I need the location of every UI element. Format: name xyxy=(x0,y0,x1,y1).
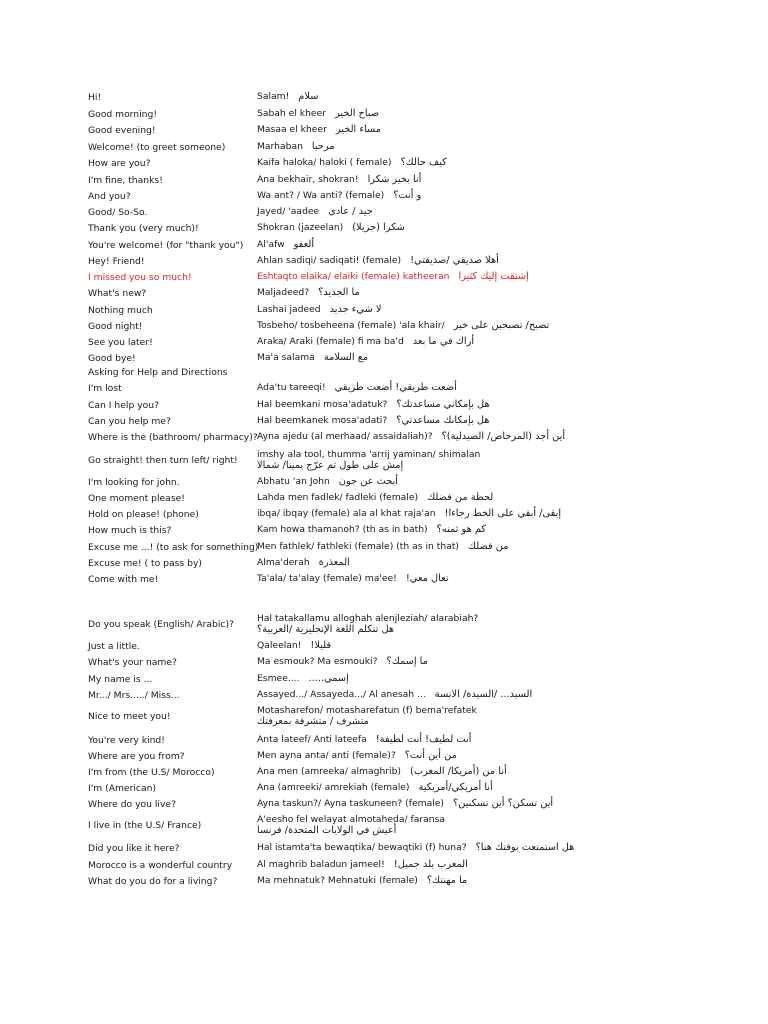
transliteration xyxy=(257,558,688,569)
phrase-row xyxy=(88,432,688,443)
transliteration-text: Assayed.../ Assayeda.../ Al anesah ... xyxy=(257,689,426,701)
arabic-text: إبقى/ أبقي على الخط رجاءا! xyxy=(444,508,562,520)
phrase-row xyxy=(88,574,688,585)
transliteration xyxy=(257,125,688,136)
transliteration-text: Al'afw xyxy=(257,239,285,251)
arabic-text: أعيش في الولايات المتحدة/ فرنسا xyxy=(257,825,397,836)
arabic-text: أهلا صديقي /صديقتي! xyxy=(410,255,499,267)
arabic-text: أين أجد (المرحاض/ الصيدلية)؟ xyxy=(441,431,566,443)
english-phrase: See you later! xyxy=(88,337,153,348)
english-phrase: You're very kind! xyxy=(88,735,165,746)
english-phrase: How much is this? xyxy=(88,525,172,536)
phrase-row xyxy=(88,674,688,685)
phrase-row xyxy=(88,525,688,536)
transliteration-text: Wa ant? / Wa anti? (female) xyxy=(257,190,385,202)
arabic-text: كم هو ثمنه؟ xyxy=(436,524,487,536)
transliteration-text: Lashai jadeed xyxy=(257,304,321,316)
arabic-text: أنت لطيف! أنت لطيفة! xyxy=(375,734,472,746)
transliteration xyxy=(257,223,688,234)
english-phrase: What's new? xyxy=(88,288,147,299)
english-phrase: Come with me! xyxy=(88,574,159,585)
arabic-text: السيد... /السيدة/ الانسة xyxy=(434,689,533,701)
arabic-text: هل بإمكانك مساعدتي؟ xyxy=(396,415,490,427)
phrase-row xyxy=(88,256,688,267)
arabic-text: مساء الخير xyxy=(335,124,381,136)
transliteration-text: Ana bekhair, shokran! xyxy=(257,174,359,186)
transliteration-text: Al maghrib baladun jameel! xyxy=(257,859,385,871)
arabic-text: إسمي..... xyxy=(308,673,349,685)
phrase-row-highlighted xyxy=(88,272,688,283)
arabic-text: هل استمتعت بوقتك هنا؟ xyxy=(475,842,575,854)
english-phrase: Did you like it here? xyxy=(88,843,180,854)
phrase-row xyxy=(88,690,688,701)
phrase-row xyxy=(88,337,688,348)
phrase-row xyxy=(88,799,688,810)
english-phrase: Good evening! xyxy=(88,125,156,136)
phrase-row xyxy=(88,558,688,569)
phrase-row xyxy=(88,383,688,394)
transliteration-text: Sabah el kheer xyxy=(257,108,327,120)
transliteration xyxy=(257,207,688,218)
transliteration-text: Hal istamta'ta bewaqtika/ bewaqtiki (f) huna? xyxy=(257,842,467,854)
english-phrase: Where are you from? xyxy=(88,751,185,762)
transliteration-text: Salam! xyxy=(257,91,290,103)
transliteration-text: Men fathlek/ fathleki (female) (th as in that) xyxy=(257,541,460,553)
arabic-text: شكرا (جزيلا) xyxy=(352,222,405,234)
transliteration xyxy=(257,256,688,267)
transliteration xyxy=(257,288,688,299)
phrase-row xyxy=(88,158,688,169)
transliteration-text: Ma'a salama xyxy=(257,352,315,364)
transliteration xyxy=(257,542,688,553)
phrase-row xyxy=(88,493,688,504)
phrase-row xyxy=(88,240,688,251)
transliteration-text: Maljadeed? xyxy=(257,287,310,299)
english-phrase: I'm (American) xyxy=(88,783,156,794)
phrase-row xyxy=(88,751,688,762)
transliteration-text: Hal beemkani mosa'adatuk? xyxy=(257,399,388,411)
arabic-text: ما إسمك؟ xyxy=(386,656,428,668)
transliteration xyxy=(257,783,688,794)
english-phrase: What do you do for a living? xyxy=(88,876,218,887)
english-phrase: Can I help you? xyxy=(88,400,159,411)
transliteration xyxy=(257,876,688,887)
transliteration xyxy=(257,751,688,762)
arabic-text: هل تتكلم اللغة الإنجليزية /العربية؟ xyxy=(257,624,395,635)
arabic-text: مع السلامة xyxy=(323,352,369,364)
english-phrase: One moment please! xyxy=(88,493,185,504)
phrase-row xyxy=(88,288,688,299)
arabic-text: صباح الخير xyxy=(335,108,380,120)
phrase-row xyxy=(88,509,688,520)
phrase-row xyxy=(88,814,688,836)
transliteration xyxy=(257,305,688,316)
phrase-row xyxy=(88,767,688,778)
transliteration xyxy=(257,400,688,411)
english-phrase: Hi! xyxy=(88,92,102,103)
english-phrase: What's your name? xyxy=(88,657,177,668)
transliteration-text: Qaleelan! xyxy=(257,640,302,652)
phrase-row xyxy=(88,125,688,136)
phrase-row xyxy=(88,876,688,887)
arabic-text: أنا أمريكي/أمريكية xyxy=(418,782,493,794)
transliteration-text: Ma esmouk? Ma esmouki? xyxy=(257,656,378,668)
transliteration xyxy=(257,142,688,153)
transliteration-text: Eshtaqto elaika/ elaiki (female) katheeran xyxy=(257,271,450,283)
transliteration-text: Lahda men fadlek/ fadleki (female) xyxy=(257,492,419,504)
phrase-row xyxy=(88,613,688,635)
phrase-row xyxy=(88,542,688,553)
transliteration-text: imshy ala tool, thumma 'arrij yaminan/ shimalan xyxy=(257,449,481,460)
transliteration xyxy=(257,353,688,364)
transliteration xyxy=(257,767,688,778)
transliteration-text: Ayna ajedu (al merhaad/ assaidaliah)? xyxy=(257,431,433,443)
transliteration-text: Shokran (jazeelan) xyxy=(257,222,344,234)
transliteration-text: Hal beemkanek mosa'adati? xyxy=(257,415,388,427)
english-phrase: I'm fine, thanks! xyxy=(88,175,163,186)
transliteration xyxy=(257,383,688,394)
english-phrase: Welcome! (to greet someone) xyxy=(88,142,226,153)
arabic-text: جيد / عادي xyxy=(328,206,373,218)
transliteration-text: A'eesho fel welayat almotaheda/ faransa xyxy=(257,814,446,825)
english-phrase: Go straight! then turn left/ right! xyxy=(88,454,238,466)
transliteration xyxy=(257,191,688,202)
transliteration-text: Masaa el kheer xyxy=(257,124,327,136)
english-phrase: I'm from (the U.S/ Morocco) xyxy=(88,767,215,778)
transliteration xyxy=(257,272,688,283)
transliteration xyxy=(257,158,688,169)
section-heading: Asking for Help and Directions xyxy=(88,367,228,378)
phrase-row xyxy=(88,860,688,871)
english-phrase: Mr.../ Mrs...../ Miss... xyxy=(88,690,180,701)
transliteration xyxy=(257,109,688,120)
english-phrase: Good bye! xyxy=(88,353,136,364)
arabic-text: هل بإمكاني مساعدتك؟ xyxy=(396,399,490,411)
arabic-text: ألعفو xyxy=(293,239,315,251)
transliteration-text: Tosbeho/ tosbeheena (female) 'ala khair/ xyxy=(257,320,445,332)
english-phrase: I'm lost xyxy=(88,383,122,394)
transliteration-text: Abhatu 'an John xyxy=(257,476,330,488)
phrase-row xyxy=(88,92,688,103)
arabic-text: إشتقت إليك كثيرا xyxy=(458,271,529,283)
english-phrase: Hey! Friend! xyxy=(88,256,145,267)
arabic-text: كيف حالك؟ xyxy=(400,157,447,169)
arabic-text: المعذرة xyxy=(318,557,350,569)
phrase-row xyxy=(88,449,688,471)
transliteration-text: Kam howa thamanoh? (th as in bath) xyxy=(257,524,428,536)
transliteration xyxy=(257,92,688,103)
english-phrase: Where is the (bathroom/ pharmacy)? xyxy=(88,432,258,443)
arabic-text: لا شيء جديد xyxy=(329,304,382,316)
arabic-text: أضعت طريقي! أضعت طريقي xyxy=(334,382,457,394)
phrase-row xyxy=(88,305,688,316)
phrase-row xyxy=(88,843,688,854)
phrase-row xyxy=(88,191,688,202)
transliteration xyxy=(257,735,688,746)
transliteration-text: ibqa/ ibqay (female) ala al khat raja'an xyxy=(257,508,436,520)
arabic-text: ما مهنتك؟ xyxy=(426,875,468,887)
arabic-text: تصبح/ تصبحين على خير xyxy=(453,320,550,332)
english-phrase: Can you help me? xyxy=(88,416,171,427)
arabic-text: و أنت؟ xyxy=(393,190,422,202)
english-phrase: Good night! xyxy=(88,321,143,332)
transliteration-text: Ada'tu tareeqi! xyxy=(257,382,326,394)
arabic-text: قليلا! xyxy=(310,640,332,652)
english-phrase: Do you speak (English/ Arabic)? xyxy=(88,618,234,630)
phrase-row xyxy=(88,175,688,186)
english-phrase: Excuse me ...! (to ask for something) xyxy=(88,542,259,553)
transliteration xyxy=(257,613,688,635)
phrase-row xyxy=(88,109,688,120)
transliteration-text: Kaifa haloka/ haloki ( female) xyxy=(257,157,392,169)
transliteration-text: Ayna taskun?/ Ayna taskuneen? (female) xyxy=(257,798,445,810)
english-phrase: Nice to meet you! xyxy=(88,710,171,722)
transliteration xyxy=(257,240,688,251)
transliteration xyxy=(257,175,688,186)
english-phrase: And you? xyxy=(88,191,131,202)
transliteration-text: Ana (amreeki/ amrekiah (female) xyxy=(257,782,410,794)
transliteration-text: Motasharefon/ motasharefatun (f) bema'refatek xyxy=(257,705,477,716)
transliteration-text: Ana men (amreeka/ almaghrib) xyxy=(257,766,402,778)
transliteration-text: Men ayna anta/ anti (female)? xyxy=(257,750,396,762)
transliteration xyxy=(257,509,688,520)
phrase-row xyxy=(88,735,688,746)
transliteration xyxy=(257,493,688,504)
english-phrase: How are you? xyxy=(88,158,151,169)
transliteration-text: Marhaban xyxy=(257,141,303,153)
arabic-text: سلام xyxy=(298,91,319,103)
arabic-text: لحظة من فضلك xyxy=(427,492,494,504)
phrase-row xyxy=(88,416,688,427)
phrase-row xyxy=(88,207,688,218)
english-phrase: Thank you (very much)! xyxy=(88,223,199,234)
english-phrase: I live in (the U.S/ France) xyxy=(88,819,202,831)
phrase-row xyxy=(88,705,688,727)
english-phrase: My name is ... xyxy=(88,674,153,685)
phrase-row xyxy=(88,321,688,332)
phrase-row xyxy=(88,641,688,652)
transliteration-text: Alma'derah xyxy=(257,557,310,569)
phrase-row xyxy=(88,400,688,411)
english-phrase: I missed you so much! xyxy=(88,272,192,283)
phrase-row xyxy=(88,657,688,668)
transliteration xyxy=(257,674,688,685)
arabic-text: أراك في ما بعد xyxy=(412,336,475,348)
transliteration xyxy=(257,477,688,488)
transliteration xyxy=(257,657,688,668)
transliteration xyxy=(257,432,688,443)
arabic-text: أنا من (أمريكا/ المغرب) xyxy=(410,766,507,778)
arabic-text: المغرب بلد جميل! xyxy=(393,859,468,871)
arabic-text: أين تسكن؟ أين تسكنين؟ xyxy=(453,798,554,810)
arabic-text: تعال معي! xyxy=(405,573,449,585)
arabic-text: متشرف / متشرفة بمعرفتك xyxy=(257,716,369,727)
transliteration-text: Jayed/ 'aadee xyxy=(257,206,320,218)
transliteration xyxy=(257,814,688,836)
arabic-text: مرحبا xyxy=(311,141,335,153)
transliteration-text: Anta lateef/ Anti lateefa xyxy=(257,734,367,746)
phrase-row xyxy=(88,142,688,153)
transliteration xyxy=(257,641,688,652)
transliteration xyxy=(257,860,688,871)
transliteration xyxy=(257,574,688,585)
arabic-text: ما الجديد؟ xyxy=(318,287,360,299)
transliteration xyxy=(257,705,688,727)
transliteration xyxy=(257,337,688,348)
english-phrase: You're welcome! (for "thank you") xyxy=(88,240,244,251)
english-phrase: Nothing much xyxy=(88,305,153,316)
transliteration-text: Hal tatakallamu alloghah alenjleziah/ alarabiah? xyxy=(257,613,479,624)
english-phrase: Morocco is a wonderful country xyxy=(88,860,233,871)
phrase-row xyxy=(88,477,688,488)
english-phrase: Just a little. xyxy=(88,641,140,652)
english-phrase: I'm looking for john. xyxy=(88,477,180,488)
english-phrase: Good/ So-So. xyxy=(88,207,148,218)
english-phrase: Hold on please! (phone) xyxy=(88,509,199,520)
transliteration xyxy=(257,416,688,427)
arabic-text: من أين أنت؟ xyxy=(404,750,457,762)
transliteration-text: Esmee.... xyxy=(257,673,300,685)
transliteration-text: Ma mehnatuk? Mehnatuki (female) xyxy=(257,875,418,887)
transliteration xyxy=(257,321,688,332)
arabic-text: من فضلك xyxy=(468,541,509,553)
transliteration-text: Ta'ala/ ta'alay (female) ma'ee! xyxy=(257,573,397,585)
english-phrase: Where do you live? xyxy=(88,799,176,810)
english-phrase: Good morning! xyxy=(88,109,158,120)
transliteration-text: Ahlan sadiqi/ sadiqati! (female) xyxy=(257,255,402,267)
phrase-row xyxy=(88,783,688,794)
phrase-row xyxy=(88,353,688,364)
arabic-text: أنا بخير شكرا xyxy=(367,174,422,186)
arabic-text: إمش على طول ثم عرّج يمينا/ شمالا xyxy=(257,460,404,471)
transliteration xyxy=(257,525,688,536)
transliteration-text: Araka/ Araki (female) fi ma ba'd xyxy=(257,336,404,348)
arabic-text: أبحث عن جون xyxy=(338,476,399,488)
phrase-row xyxy=(88,223,688,234)
transliteration xyxy=(257,690,688,701)
transliteration xyxy=(257,449,688,471)
english-phrase: Excuse me! ( to pass by) xyxy=(88,558,202,569)
transliteration xyxy=(257,843,688,854)
transliteration xyxy=(257,799,688,810)
